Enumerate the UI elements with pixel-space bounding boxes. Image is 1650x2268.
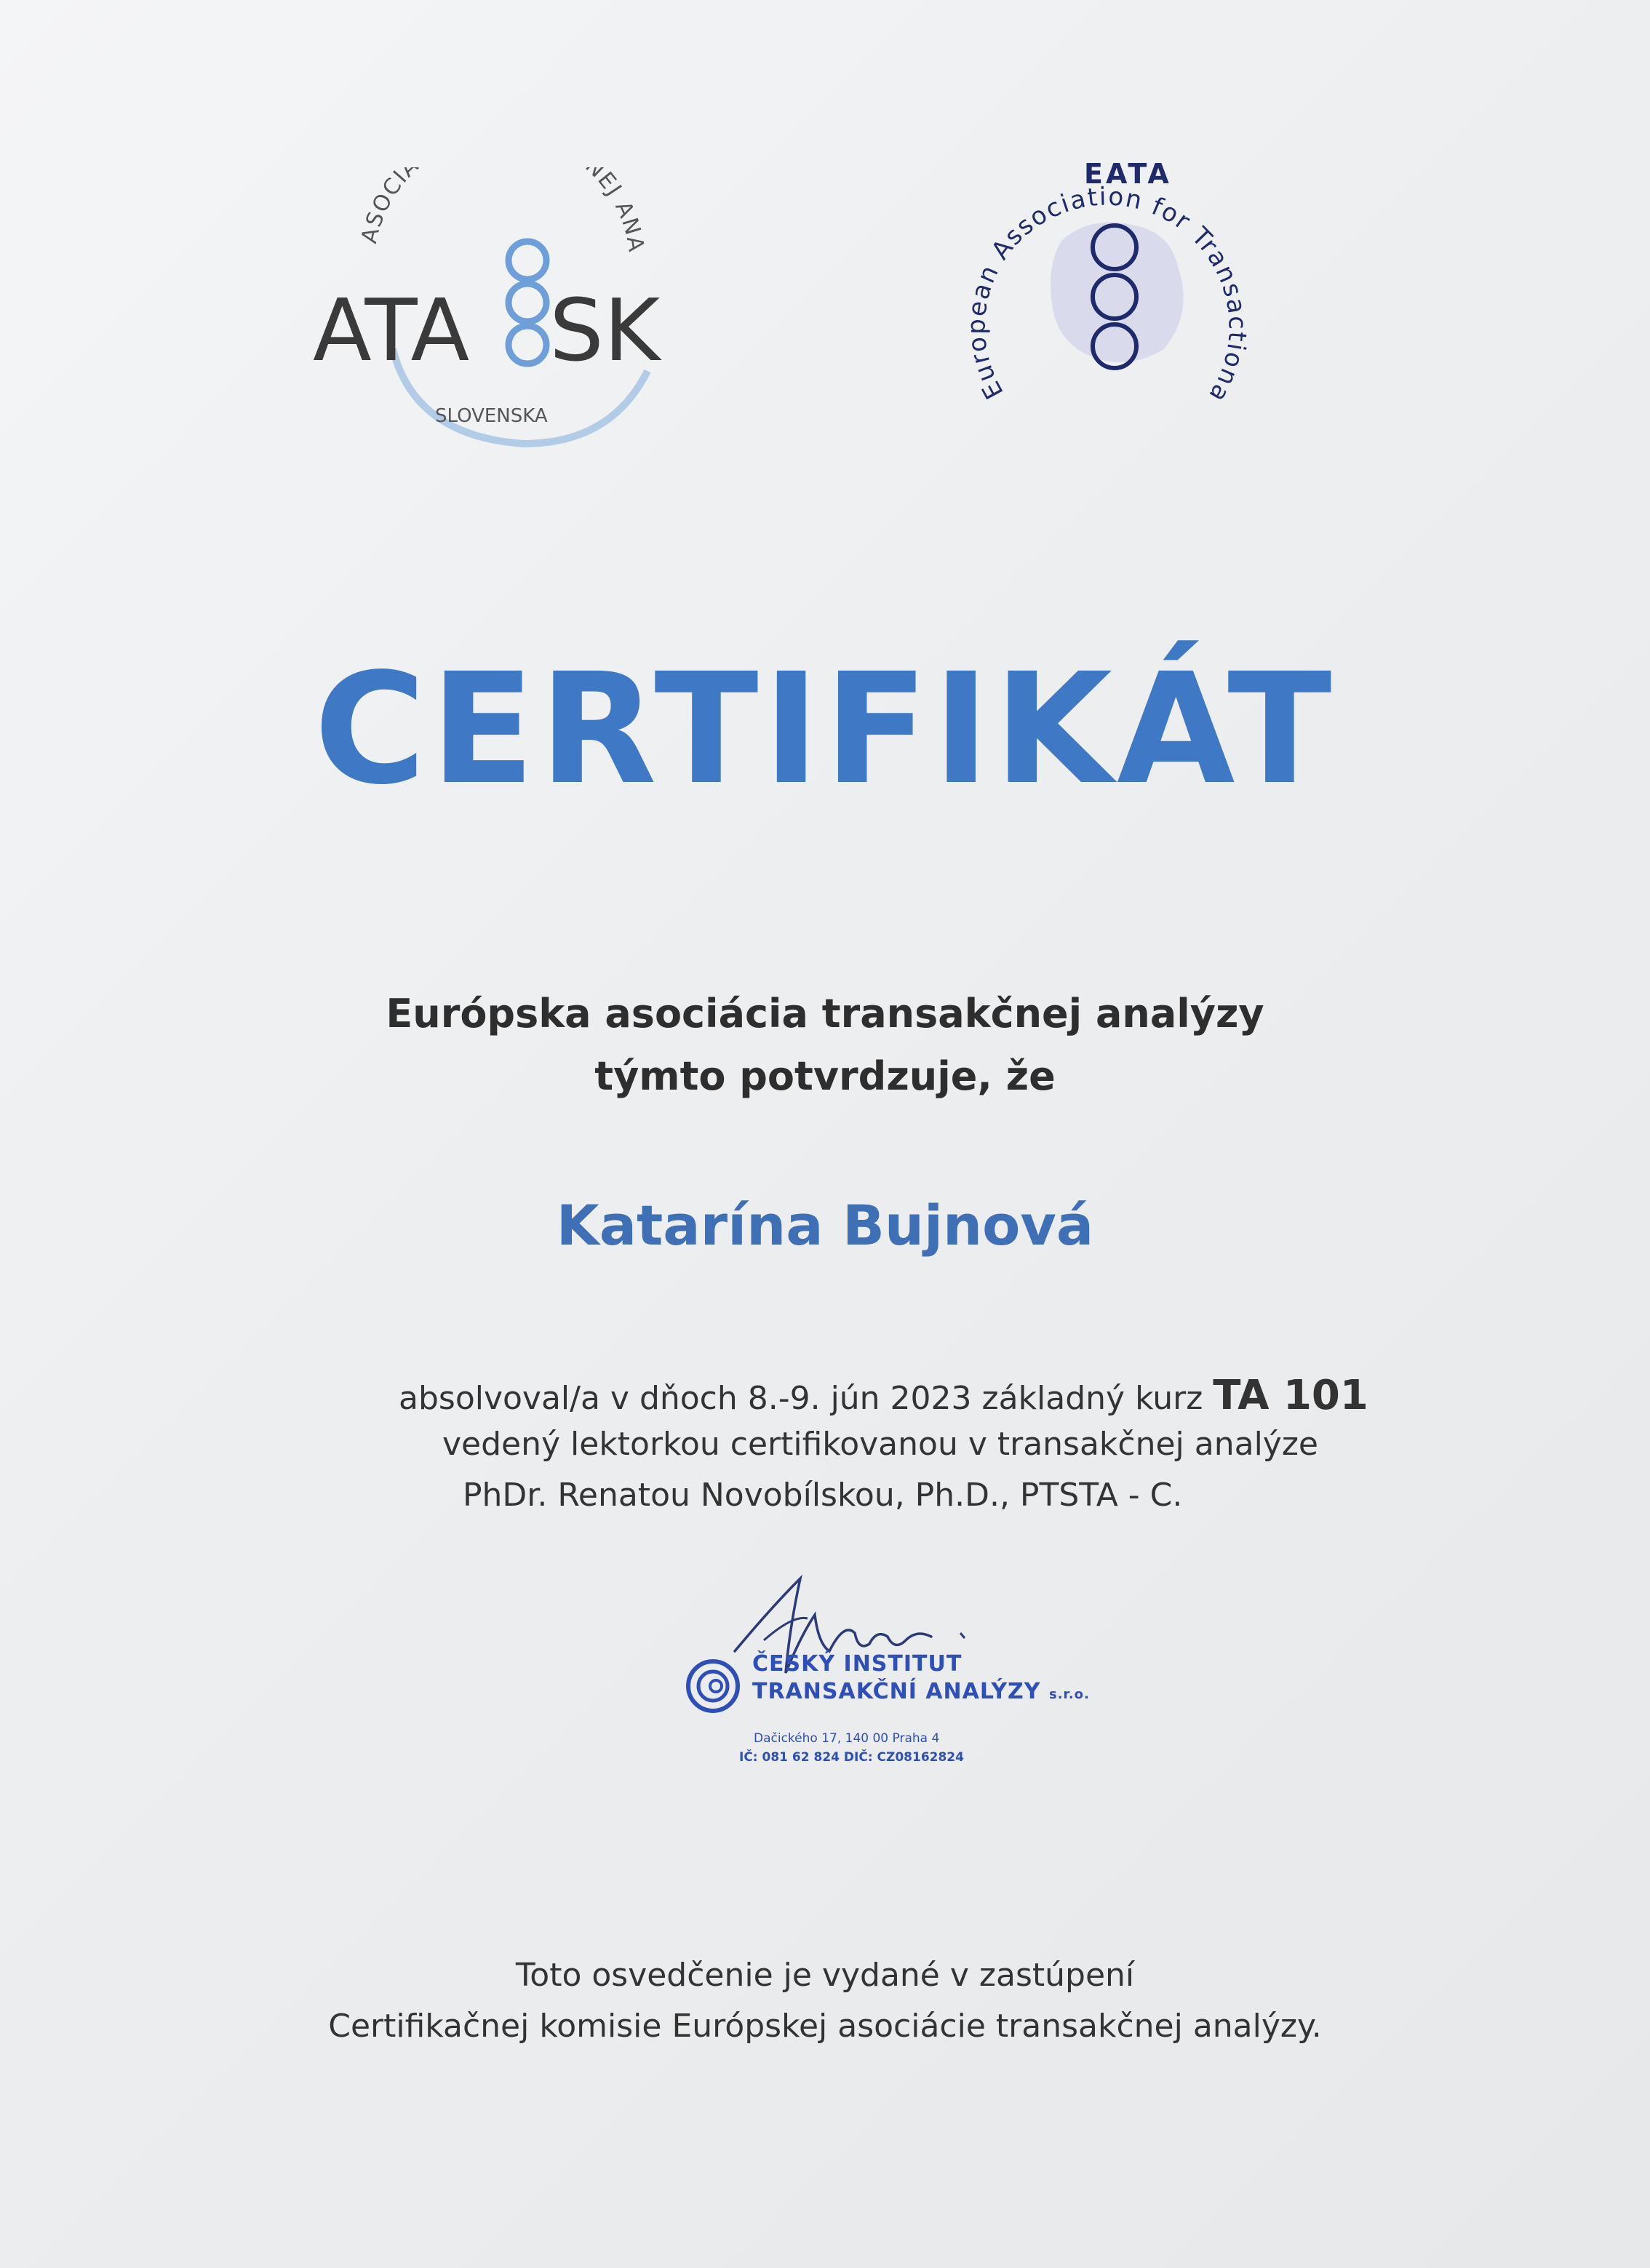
confirmation-statement: týmto potvrdzuje, že [594,1053,1056,1099]
stamp-ids: IČ: 081 62 824 DIČ: CZ08162824 [739,1750,964,1765]
ata-arc-text: ASOCIÁ NEJ ANA [356,167,649,255]
issuer-statement: Európska asociácia transakčnej analýzy [386,991,1264,1037]
ata-sk-logo [306,167,713,458]
lecturer-line: vedený lektorkou certifikovanou v transakčnej analýze [442,1426,1319,1463]
stamp-company-name-line2 [752,1679,1090,1704]
eata-logo-graphic [960,145,1266,451]
stamp-company-name-line1: ČESKÝ INSTITUT [752,1651,962,1677]
eata-logo [960,145,1266,451]
company-stamp [684,1651,1091,1782]
recipient-name: Katarína Bujnová [556,1193,1094,1258]
eata-acronym: EATA [1084,158,1172,190]
eata-ring-text: European Association for Transactiona [962,182,1252,409]
ata-sk-logo-graphic [306,167,713,458]
ata-left-text: ATA [313,280,470,380]
footer-line2: Certifikačnej komisie Európskej asociácie transakčnej analýzy. [328,2008,1322,2045]
lecturer-name: PhDr. Renatou Novobílskou, Ph.D., PTSTA - C. [463,1477,1183,1514]
course-completion-text: absolvoval/a v dňoch 8.-9. jún 2023 základný kurz [399,1380,1213,1417]
ata-bottom-text: SLOVENSKA [435,405,548,427]
course-code: TA 101 [1213,1372,1368,1419]
course-completion-line [399,1372,1368,1419]
stamp-address: Dačického 17, 140 00 Praha 4 [754,1731,940,1746]
stamp-company-suffix: s.r.o. [1048,1687,1090,1702]
ata-right-text: SK [549,280,661,380]
footer-line1: Toto osvedčenie je vydané v zastúpení [515,1957,1135,1994]
certificate-title: CERTIFIKÁT [314,640,1336,818]
svg-text:ASOCIÁCIA TRANSAKČNEJ ANALÝZY [306,167,649,255]
stamp-spiral-icon [684,1657,742,1715]
stamp-company-name-text: TRANSAKČNÍ ANALÝZY [752,1679,1041,1704]
